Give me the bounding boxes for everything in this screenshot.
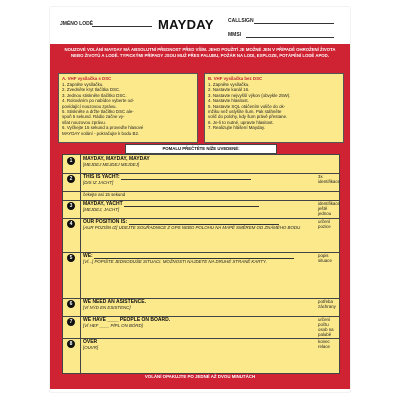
list-item: 2. Zvedněte kryt tlačítka DSC. (62, 87, 121, 93)
section-a-box (58, 73, 198, 143)
list-item: spoň 5 sekund. Rádio začne vy- (62, 114, 125, 120)
row-text: WE NEED AN ASISTENCE. (83, 299, 146, 305)
repeat-instruction: VOLÁNÍ OPAKUJTE PO JEDNÉ AŽ DVOU MINUTÁCH (144, 374, 256, 379)
row-text: WE HAVE ____ PEOPLE ON BOARD. (83, 317, 171, 323)
list-item: 4. Rolováním po nabídce vyberte od- (62, 98, 134, 104)
row-pronunciation: [VÍ...] POPIŠTE JEDNODUŠE SITUACI. MOŽNOSTI NAJDETE NA DRUHÉ STRANĚ KARTY. (83, 259, 267, 264)
script-table (62, 154, 340, 374)
row-note: určení počtu osob na palubě (318, 317, 334, 337)
row-text: OUR POSITION IS: (83, 219, 128, 225)
table-row (63, 218, 339, 253)
step-number: 5 (67, 254, 75, 262)
row-note: konec relace (318, 339, 330, 349)
section-a-heading: A. VHF vysílačka s DSC (62, 76, 112, 81)
table-row (63, 155, 339, 174)
list-item: 6. Je-li to nutné, upravte hlasitost. (208, 119, 274, 125)
row-text: THIS IS YACHT: (83, 174, 120, 180)
mayday-card (50, 7, 350, 392)
step-number: 4 (67, 220, 75, 228)
row-note: 3x identifikace (318, 174, 340, 184)
intro-text: NOUZOVÉ VOLÁNÍ MAYDAY MÁ ABSOLUTNÍ PŘEDNOST PŘED VŠÍM. JEHO POUŽITÍ JE MOŽNÉ JEN V PŘÍPADĚ OHROŽENÍ ŽIVOTA NEBO ŽIVOTŮ A LODĚ. TYPICKÝMI PŘÍPADY JSOU MUŽ PŘES PALUBU, POŽÁR NA LODI, EXPLOZE, POTÁPĚNÍ LODĚ APOD. (64, 47, 336, 59)
row-instruction: čekejte asi 15 sekund (83, 192, 126, 197)
row-pronunciation: [OUVR] (83, 345, 99, 350)
step-number: 3 (67, 202, 75, 210)
list-item: 2. Nastavte kanál 16. (208, 87, 250, 93)
row-pronunciation: [DIS IZ JACHT] (83, 180, 114, 185)
section-b-box (204, 73, 344, 143)
row-pronunciation: [MEJDEJ, JACHT] (83, 207, 120, 212)
page-title: MAYDAY (158, 17, 214, 32)
section-a-list (59, 82, 197, 136)
read-slowly-banner: POMALU PŘEČTĚTE NÍŽE UVEDENÉ: (125, 144, 277, 154)
section-b-list (205, 82, 343, 131)
table-row (63, 298, 339, 317)
section-b-heading: B. VHF vysílačka bez DSC (208, 76, 263, 81)
list-item: sílat nouzovou zprávu. (62, 119, 106, 125)
table-row (63, 173, 339, 192)
card-header (50, 7, 350, 44)
list-item: 5. Nastavte SQL otáčením voliče do ok- (208, 103, 286, 109)
mmsi-label: MMSI (228, 32, 242, 38)
list-item: 4. Nastavte hlasitost. (208, 98, 249, 104)
table-row (63, 338, 339, 373)
callsign-field[interactable] (254, 23, 334, 24)
row-note: popis situace (318, 253, 332, 263)
list-item: 7. Realizujte hlášení Mayday. (208, 125, 266, 131)
row-note: identifikace ještě jednou (318, 201, 340, 216)
row-text: MAYDAY, YACHT (83, 201, 123, 207)
ship-name-label: JMÉNO LODĚ (60, 21, 94, 27)
list-item: 6. Vyčkejte 15 sekund a proveďte hlasové (62, 125, 144, 131)
list-item: volič do polohy, kdy šum právě přestane. (208, 114, 288, 120)
list-item: MAYDAY volání - pokračujte k bodu B2. (62, 130, 140, 136)
table-row (63, 316, 339, 339)
list-item: mžiku než uslyšíte šum. Pak stáhněte (208, 109, 282, 115)
step-number: 2 (67, 175, 75, 183)
list-item: 1. Zapněte vysílačku. (208, 82, 250, 87)
step-number: 1 (67, 157, 75, 165)
callsign-label: CALLSIGN (228, 18, 254, 24)
table-row (63, 252, 339, 299)
list-item: 1. Zapněte vysílačku. (62, 82, 104, 87)
row-pronunciation: [VÍ HEF ____ PÍPL ON BÓRD] (83, 323, 143, 328)
list-item: 5. Stiskněte a držte tlačítko DSC ale- (62, 109, 134, 115)
yacht-name-field[interactable] (121, 174, 251, 180)
list-item: povídající nouzovou zprávu. (62, 103, 117, 109)
step-number: 6 (67, 300, 75, 308)
step-number: 8 (67, 340, 75, 348)
row-pronunciation: [AUR POZIŠN IZ] UDEJTE SOUŘADNICE Z GPS NEBO POLOHU NA MAPĚ SMĚREM OD ZNÁMÉHO BODU (83, 225, 301, 230)
mmsi-field[interactable] (246, 37, 334, 38)
row-note: určení pozice (318, 219, 331, 229)
row-text: OVER (83, 339, 98, 345)
step-number: 7 (67, 318, 75, 326)
list-item: 3. Jednou stiskněte tlačítko DSC. (62, 92, 127, 98)
row-note: potřeba záchrany (318, 299, 336, 309)
row-pronunciation: [MEJDEJ MEJDEJ MEJDEJ] (83, 162, 140, 167)
yacht-name-field-repeat[interactable] (124, 201, 259, 207)
row-pronunciation: [VÍ NÝD EN ESISTENC] (83, 305, 131, 310)
ship-name-field[interactable] (92, 26, 152, 27)
row-text: WE: (83, 253, 93, 259)
list-item: 3. Nastavte nejvyšší výkon (obvykle 25W). (208, 92, 291, 98)
row-text: MAYDAY, MAYDAY, MAYDAY (83, 156, 150, 162)
table-row (63, 200, 339, 219)
